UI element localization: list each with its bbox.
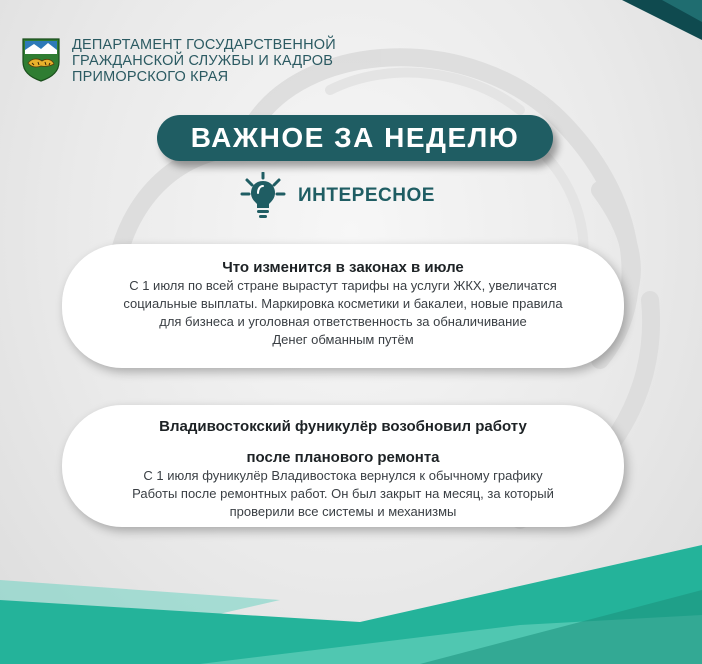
news-card-funicular	[62, 405, 624, 527]
news-card-text-line: проверили все системы и механизмы	[229, 504, 457, 519]
news-card-text-line: социальные выплаты. Маркировка косметики и бакалеи, новые правила	[123, 296, 563, 311]
department-name-line-1: ДЕПАРТАМЕНТ ГОСУДАРСТВЕННОЙ	[72, 37, 336, 53]
news-card-laws	[62, 244, 624, 368]
header	[20, 36, 336, 85]
section-title: ИНТЕРЕСНОЕ	[298, 185, 435, 206]
weekly-banner	[157, 115, 553, 161]
news-card-title-line-2: после планового ремонта	[246, 449, 440, 466]
news-card-text-line: С 1 июля по всей стране вырастут тарифы на услуги ЖКХ, увеличатся	[129, 278, 557, 293]
department-name-line-2: ГРАЖДАНСКОЙ СЛУЖБЫ И КАДРОВ	[72, 53, 334, 69]
department-name	[72, 37, 336, 85]
news-card-text-line: С 1 июля фуникулёр Владивостока вернулся к обычному графику	[143, 468, 543, 483]
department-name-line-3: ПРИМОРСКОГО КРАЯ	[72, 69, 229, 85]
news-card-title: Что изменится в законах в июле	[222, 259, 464, 276]
banner-title: ВАЖНОЕ ЗА НЕДЕЛЮ	[190, 122, 520, 153]
news-card-text-line: Денег обманным путём	[272, 332, 414, 347]
news-card-title: Владивостокский фуникулёр возобновил работу	[159, 418, 527, 435]
news-card-text-line: для бизнеса и уголовная ответственность за обналичивание	[159, 314, 527, 329]
primorsky-emblem-icon	[20, 36, 62, 82]
lightbulb-icon	[236, 172, 290, 220]
news-card-text-line: Работы после ремонтных работ. Он был закрыт на месяц, за который	[132, 486, 554, 501]
section-heading	[236, 172, 435, 220]
